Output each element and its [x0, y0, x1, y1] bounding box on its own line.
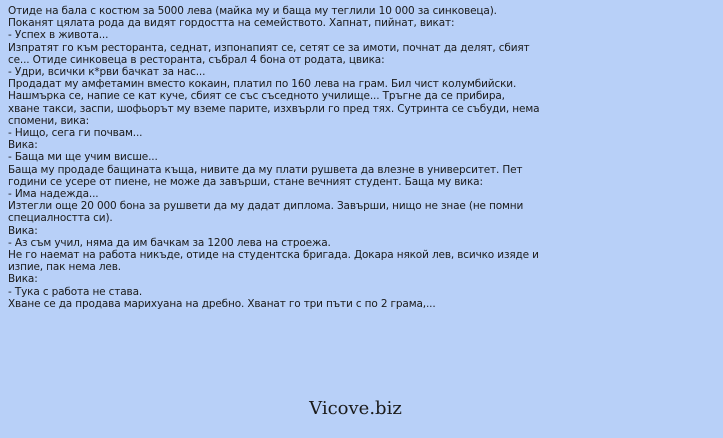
joke-line: години се усере от пиене, не може да завърши, стане вечният студент. Баща му вика:	[8, 175, 483, 188]
site-name-footer: Vicove.biz	[309, 398, 402, 419]
joke-text	[8, 5, 716, 310]
joke-line: - Удри, всички к*рви бачкат за нас...	[8, 66, 206, 79]
joke-line: - Нищо, сега ги почвам...	[8, 127, 143, 140]
joke-line: - Баща ми ще учим висше...	[8, 151, 158, 164]
joke-line: Вика:	[8, 139, 38, 152]
joke-line: Изтегли още 20 000 бона за рушвети да му дадат диплома. Завърши, нищо не знае (не помни	[8, 200, 524, 213]
joke-line: Баща му продаде бащината къща, нивите да му плати рушвета да влезне в университет. Пет	[8, 163, 523, 176]
joke-line: Хване се да продава марихуана на дребно. Хванат го три пъти с по 2 грама,...	[8, 297, 436, 310]
joke-line: - Тука с работа не става.	[8, 285, 143, 298]
joke-line: специалността си).	[8, 212, 113, 225]
joke-line: спомени, вика:	[8, 114, 90, 127]
joke-line: - Успех в живота...	[8, 29, 109, 42]
joke-line: Не го наемат на работа никъде, отиде на студентска бригада. Докара някой лев, всичко изяде и	[8, 249, 539, 262]
joke-line: Вика:	[8, 224, 38, 237]
joke-line: - Има надежда...	[8, 188, 99, 201]
joke-line: Изпратят го към ресторанта, седнат, изпонапият се, сетят се за имоти, почнат да делят, сбият	[8, 41, 530, 54]
joke-line: Нашмърка се, напие се кат куче, сбият се със съседното училище... Тръгне да се прибира,	[8, 90, 505, 103]
joke-line: Вика:	[8, 273, 38, 286]
joke-line: Отиде на бала с костюм за 5000 лева (майка му и баща му теглили 10 000 за синковеца).	[8, 5, 497, 17]
joke-line: хване такси, заспи, шофьорът му вземе парите, изхвърли го пред тях. Сутринта се събуди, нема	[8, 102, 540, 115]
joke-line: изпие, пак нема лев.	[8, 261, 121, 274]
joke-line: Продадат му амфетамин вместо кокаин, платил по 160 лева на грам. Бил чист колумбийски.	[8, 78, 517, 91]
joke-line: Поканят цялата рода да видят гордостта на семейството. Хапнат, пийнат, викат:	[8, 17, 455, 30]
joke-line: се... Отиде синковеца в ресторанта, събрал 4 бона от родата, цвика:	[8, 53, 385, 66]
joke-line: - Аз съм учил, няма да им бачкам за 1200 лева на строежа.	[8, 236, 331, 249]
